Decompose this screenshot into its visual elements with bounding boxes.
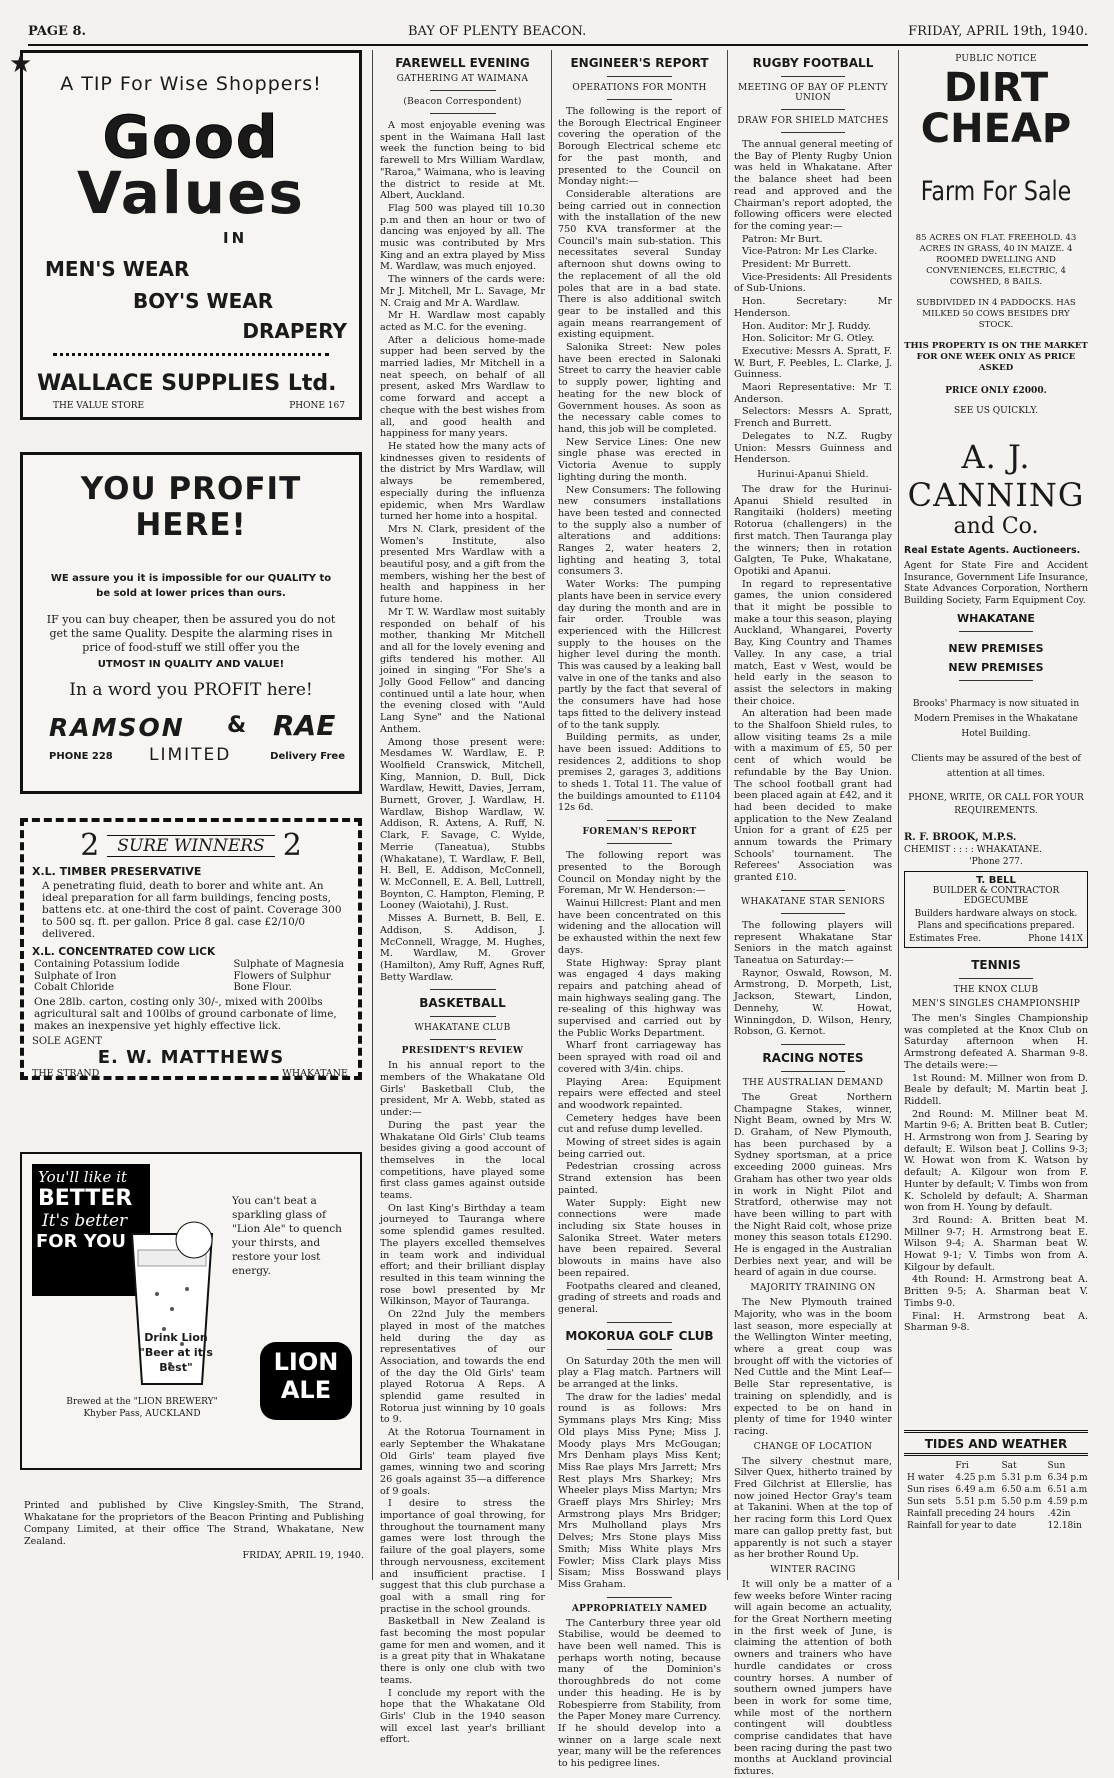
lion-side-text: You can't beat a sparkling glass of "Lion Ale" to quench your thirsts, and restore your lost energy. xyxy=(232,1195,342,1277)
racing-sub: THE AUSTRALIAN DEMAND xyxy=(742,1077,884,1088)
bell-ad xyxy=(904,871,1088,948)
premises-p2: Clients may be assured of the best of attention at all times. xyxy=(911,754,1081,779)
column-5 xyxy=(904,50,1088,1580)
tides-cell: 5.50 p.m xyxy=(1001,1497,1042,1507)
tennis-body xyxy=(904,1013,1088,1334)
canning-co: and Co. xyxy=(953,514,1039,539)
winners-strand: THE STRAND xyxy=(32,1067,100,1079)
winners-ingredients xyxy=(34,959,344,994)
paragraph: Executive: Messrs A. Spratt, F. W. Burt, F. Peebles, L. Clarke, J. Guinness. xyxy=(734,345,892,381)
ad-good-values xyxy=(9,49,362,420)
profit-p3: UTMOST IN QUALITY AND VALUE! xyxy=(97,659,285,670)
paragraph: Mr H. Wardlaw most capably acted as M.C. for the evening. xyxy=(380,310,545,333)
star-icon: ★ xyxy=(9,49,33,79)
tides-cell: 4.25 p.m xyxy=(955,1473,996,1483)
racing-sub3: CHANGE OF LOCATION xyxy=(753,1441,873,1452)
lion-logo-lion: LION xyxy=(273,1348,339,1376)
canning-town: WHAKATANE xyxy=(957,612,1035,625)
paragraph: The winners of the cards were: Mr J. Mitchell, Mr L. Savage, Mr N. Craig and Mr A. Wardlaw. xyxy=(380,274,545,309)
basketball-sub2: PRESIDENT'S REVIEW xyxy=(401,1046,524,1057)
paragraph: Wharf front carriageway has been sprayed with road oil and covered with 3/4in. chips. xyxy=(558,1040,721,1075)
ad-in: IN xyxy=(223,229,248,247)
bell-trade: BUILDER & CONTRACTOR xyxy=(932,886,1060,896)
imprint-date: FRIDAY, APRIL 19, 1940. xyxy=(242,1550,364,1561)
paper-title: BAY OF PLENTY BEACON. xyxy=(407,24,587,39)
bell-footer xyxy=(909,934,1083,944)
bell-name: T. BELL xyxy=(976,875,1016,886)
divider xyxy=(781,890,844,891)
paragraph: Salonika Street: New poles have been erected in Salonaki Street to carry the heavier cable to supply power, lighting and heating for the new block of Government houses. As soon as the necessary cable comes to hand, this job will be completed. xyxy=(558,342,721,435)
tides-cell: Sun sets xyxy=(907,1497,946,1507)
tennis-sub: THE KNOX CLUB xyxy=(953,985,1039,995)
profit-title: YOU PROFIT HERE! xyxy=(80,471,302,543)
ad-line-drapery: DRAPERY xyxy=(242,319,347,343)
rugby-body xyxy=(734,139,892,466)
paragraph: In regard to representative games, the union considered that it might be possible to make a tour this season, playing Auckland, Whangarei, Poverty Bay, King Country and Thames Valley. In any case, a trial match, East v West, would be held early in the season to assist the selectors in making their choice. xyxy=(734,578,892,707)
divider xyxy=(607,1597,672,1598)
winners-town: WHAKATANE xyxy=(282,1067,348,1079)
rugby-title: RUGBY FOOTBALL xyxy=(752,56,874,70)
racing-title: RACING NOTES xyxy=(762,1050,864,1065)
profit-amp: & xyxy=(227,713,247,738)
tennis-title: TENNIS xyxy=(971,958,1021,972)
ad-headline-good: Good xyxy=(102,103,280,171)
premises-h2: NEW PREMISES xyxy=(948,661,1044,674)
tides-cell: Rainfall for year to date xyxy=(907,1521,1017,1531)
premises-p1: Brooks' Pharmacy is now situated in Modern Premises in the Whakatane Hotel Building. xyxy=(912,699,1080,739)
farewell-sub: GATHERING AT WAIMANA xyxy=(396,74,529,84)
engineer-title: ENGINEER'S REPORT xyxy=(570,56,709,70)
tides-row xyxy=(904,1484,1091,1496)
divider xyxy=(607,99,672,100)
canning-name: A. J. CANNING xyxy=(907,438,1085,514)
paragraph: The draw for the Hurinui-Apanui Shield resulted in Rangitaiki (holders) meeting Rotorua (challengers) in the first match. Then Tauranga play the winners; then in rotation Galgten, Te Puke, Whakatane, Opotiki and Apanui. xyxy=(734,483,892,577)
tides-cell: 6.49 a.m xyxy=(955,1485,996,1495)
canning-desc: Agent for State Fire and Accident Insurance, Government Life Insurance, State Advances Corporation, Northern Building Society, Farm Equipment Coy. xyxy=(904,560,1088,606)
paragraph: It will only be a matter of a few weeks before Winter racing will again become an actuality, for the Great Northern meeting in the first week of June, is claiming the attention of both owners and trainers who have hurdle candidates or cross country horses. A number of southern owned jumpers have been in work for some time, while most of the northern contingent will doubtless comprise candidates that have been racing during the past two months at Auckland provincial fixtures. xyxy=(734,1578,892,1778)
tennis-sub2: MEN'S SINGLES CHAMPIONSHIP xyxy=(911,999,1081,1009)
paragraph: Vice-Patron: Mr Les Clarke. xyxy=(742,246,878,258)
basketball-body xyxy=(380,1060,545,1746)
paragraph: Flag 500 was played till 10.30 p.m and then an hour or two of dancing was enjoyed by all. The music was contributed by Mrs King and an extra played by Miss M. Wardlaw, was much enjoyed. xyxy=(380,202,545,273)
paragraph: The following players will represent Whakatane Star Seniors in the match against Taneatua on Saturday:— xyxy=(734,919,892,966)
paragraph: Delegates to N.Z. Rugby Union: Messrs Guinness and Henderson. xyxy=(734,430,892,466)
farewell-corr: (Beacon Correspondent) xyxy=(403,97,522,107)
paragraph: Hon. Auditor: Mr J. Ruddy. xyxy=(742,320,871,332)
profit-p2: IF you can buy cheaper, then be assured you do not get the same Quality. Despite the alarming rises in price of food-stuff we still offer you the xyxy=(46,613,336,654)
paragraph: Water Supply: Eight new connections were made including six State houses in Salonika Street. Water meters have been repaired. Several blowouts in mains have also been repaired. xyxy=(558,1197,721,1279)
paragraph: Cemetery hedges have been cut and refuse dump levelled. xyxy=(558,1112,721,1136)
racing-body2 xyxy=(734,1297,892,1437)
dotted-divider xyxy=(53,353,329,356)
tides-table xyxy=(904,1460,1091,1532)
paragraph: On Saturday 20th the men will play a Flag match. Partners will be arranged at the links. xyxy=(558,1355,721,1391)
divider xyxy=(781,1044,844,1045)
engineer-body xyxy=(558,106,721,814)
bell-phone: Phone 141X xyxy=(1028,934,1083,944)
profit-p1: WE assure you it is impossible for our QUALITY to be sold at lower prices than ours. xyxy=(50,573,332,599)
paragraph: Footpaths cleared and cleaned, grading of streets and roads and general. xyxy=(558,1280,721,1315)
winners-address xyxy=(32,1068,348,1079)
racing-sub2: MAJORITY TRAINING ON xyxy=(750,1283,876,1294)
winners-header xyxy=(24,828,358,863)
tides-header-cell: Sun xyxy=(1047,1461,1066,1471)
ad-store: THE VALUE STORE xyxy=(53,401,145,411)
paragraph: 4th Round: H. Armstrong beat A. Britten 9-5; A. Sharman beat V. Timbs 9-0. xyxy=(904,1274,1088,1309)
tides-cell: 4.59 p.m xyxy=(1047,1497,1088,1507)
tides-cell: 5.51 p.m xyxy=(955,1497,996,1507)
imprint-text: Printed and published by Clive Kingsley-Smith, The Strand, Whakatane for the proprietors of the Beacon Printing and Publishing Company Limited, at their office The Strand, Whakatane, New Zealand. xyxy=(24,1500,364,1547)
ad-tagline: A TIP For Wise Shoppers! xyxy=(60,73,322,95)
divider xyxy=(607,1322,672,1323)
paragraph: An alteration had been made to the Shalfoon Shield rules, to allow visiting teams 2s a mile with a maximum of £5, 50 per cent of which would be refundable by the Bay Union. The school football grant had been placed again at £42, and it had been decided to make application to the New Zealand Union for a grant of £25 per annum towards the Primary Schools' tournament. The Referees' Association was granted £10. xyxy=(734,708,892,884)
ad-line-mens: MEN'S WEAR xyxy=(45,257,190,281)
lion-logo-ale: ALE xyxy=(280,1376,332,1404)
paragraph: Maori Representative: Mr T. Anderson. xyxy=(734,382,892,405)
foreman-title: FOREMAN'S REPORT xyxy=(582,827,697,838)
tides-cell: H water xyxy=(907,1473,945,1483)
paragraph: The silvery chestnut mare, Silver Quex, hitherto trained by Fred Gilchrist at Ellerslie, has now joined Hector Gray's team at Takanini. When at the top of her racing form this Lord Quex mare can gallop pretty fast, but apparently is not such a stayer as her brother Round Up. xyxy=(734,1455,892,1561)
paragraph: On 22nd July the members played in most of the matches held during the day as representatives of our Association, and towards the end of the day the Old Girls' team played Rotorua A Reps. A splendid game resulted in Rotorua just winning by 10 goals to 9. xyxy=(380,1309,545,1426)
divider xyxy=(959,978,1033,979)
notice-details: 85 ACRES ON FLAT. FREEHOLD. 43 ACRES IN GRASS, 40 IN MAIZE. 4 ROOMED DWELLING AND CONVENIENCES, ELECTRIC, 4 COWSHED, 8 BAILS. xyxy=(915,233,1077,287)
notice-dirt: DIRT xyxy=(943,65,1049,111)
ad-line-boys: BOY'S WEAR xyxy=(133,289,274,313)
paragraph: Hon. Secretary: Mr Henderson. xyxy=(734,296,892,319)
paragraph: Mr T. W. Wardlaw most suitably responded on behalf of his mother, thanking Mr Mitchell and all for the lovely evening and gifts tendered his mother. All joined in singing "For She's a Jolly Good Fellow" and dancing continued until a late hour, when the evening closed with "Auld Lang Syne" and the National Anthem. xyxy=(380,606,545,735)
ingredients-right: Sulphate of Magnesia Flowers of Sulphur Bone Flour. xyxy=(233,959,344,993)
paragraph: Water Works: The pumping plants have been in service every day during the month and are in fair order. Trouble was experienced with the Hillcrest supply to the houses on the higher level during the month. This was caused by a leaking ball valve in one of the tanks and also partly by the fact that several of the consumers have had hose taps fitted to the delivery instead of to the tank supply. xyxy=(558,579,721,731)
winners-title: SURE WINNERS xyxy=(107,835,274,857)
divider xyxy=(781,1071,844,1072)
divider xyxy=(781,132,844,133)
rugby-body2 xyxy=(734,484,892,884)
tides-cell: 6.51 a.m xyxy=(1047,1485,1088,1495)
paragraph: Raynor, Oswald, Rowson, M. Armstrong, D. Morpeth, List, Jackson, Stewart, Lindon, Dennehy, W. Howat, Winningdon, D. Wilson, Henry, Robson, G. Kernot. xyxy=(734,967,892,1038)
masthead xyxy=(28,24,1088,46)
paragraph: He stated how the many acts of kindnesses given to residents of the district by Mrs Wardlaw, will always be remembered, especially during the influenza epidemic, when Mrs Wardlaw turned her home into a hospital. xyxy=(380,440,545,523)
tides-title: TIDES AND WEATHER xyxy=(924,1437,1068,1451)
paragraph: At the Rotorua Tournament in early September the Whakatane Old Girls' team played five games, winning two and scoring 26 goals against 35—a difference of 9 goals. xyxy=(380,1427,545,1497)
paragraph: Pedestrian crossing across Strand extension has been painted. xyxy=(558,1161,721,1196)
premises-chemist-name: R. F. BROOK, M.P.S. xyxy=(904,832,1017,843)
tides-cell: .42in xyxy=(1047,1509,1071,1519)
tides-header-row xyxy=(904,1460,1091,1472)
tides-row xyxy=(904,1508,1091,1520)
ad-company: WALLACE SUPPLIES Ltd. xyxy=(37,371,337,396)
divider xyxy=(607,76,672,77)
paragraph: The Canterbury three year old Stabilise, would be deemed to have been well named. This is perhaps worth noting, because many of the Dominion's thoroughbreds do not come under this heading. He is by Robespierre from Stability, from the Paper Money mare Currency. If he should develop into a winner on a large scale next year, many will be the references to his pedigree lines. xyxy=(558,1617,721,1770)
ingredients-left: Containing Potassium Iodide Sulphate of Iron Cobalt Chloride xyxy=(34,959,180,993)
rugby-sub2: DRAW FOR SHIELD MATCHES xyxy=(737,116,889,126)
paragraph: New Service Lines: One new single phase was erected in Victoria Avenue to supply lighting during the month. xyxy=(558,436,721,483)
tides-row xyxy=(904,1472,1091,1484)
tides-cell: 12.18in xyxy=(1047,1521,1082,1531)
paragraph: A most enjoyable evening was spent in the Waimana Hall last week the function being to bid farewell to Mrs William Wardlaw, "Raroa," Waimana, who is leaving the district to reside at Mt. Albert, Auckland. xyxy=(380,120,545,202)
paragraph: Selectors: Messrs A. Spratt, French and Burrett. xyxy=(734,406,892,430)
divider xyxy=(607,843,672,844)
paragraph: In his annual report to the members of the Whakatane Old Girls' Basketball Club, the president, Mr A. Webb, stated as under:— xyxy=(380,1060,545,1119)
notice-label: PUBLIC NOTICE xyxy=(955,54,1037,64)
profit-phone: PHONE 228 xyxy=(49,751,113,762)
divider xyxy=(430,989,496,990)
notice-market: THIS PROPERTY IS ON THE MARKET FOR ONE WEEK ONLY AS PRICE ASKED xyxy=(904,341,1088,373)
paragraph: New Consumers: The following new consumers installations have been tested and connected to the supply also a number of alterations and additions: Ranges 2, water heaters 2, lighting and heating 3, total consumers 3. xyxy=(558,484,721,578)
paragraph: President: Mr Burrett. xyxy=(742,259,852,271)
tides-block xyxy=(904,1428,1088,1568)
winners-agent: E. W. MATTHEWS xyxy=(97,1046,285,1068)
page-number: PAGE 8. xyxy=(28,24,87,39)
lion-better: BETTER xyxy=(38,1186,133,1211)
farewell-title: FAREWELL EVENING xyxy=(395,56,530,70)
divider xyxy=(959,680,1033,681)
lion-script1: You'll like it xyxy=(38,1168,127,1186)
winners-item2-text: One 28lb. carton, costing only 30/-, mixed with 200lbs agricultural salt and 100lbs of ground carbonate of lime, makes an inexpensive yet highly effective lick. xyxy=(34,995,337,1032)
rugby-sub3: Hurinui-Apanui Shield. xyxy=(757,469,869,480)
tides-cell: 6.50 a.m xyxy=(1001,1485,1042,1495)
racing-body xyxy=(734,1092,892,1279)
paragraph: The men's Singles Championship was completed at the Knox Club on Saturday afternoon when H. Armstrong defeated A. Sharman 9-8. The details were:— xyxy=(904,1013,1088,1071)
profit-p4: In a word you PROFIT here! xyxy=(69,680,313,700)
star-body xyxy=(734,920,892,1038)
winners-num-left: 2 xyxy=(80,828,100,863)
golf-title: MOKORUA GOLF CLUB xyxy=(565,1328,714,1343)
divider xyxy=(607,820,672,821)
notice-cheap: CHEAP xyxy=(920,106,1072,152)
divider xyxy=(430,1016,496,1017)
issue-date: FRIDAY, APRIL 19th, 1940. xyxy=(908,24,1088,39)
paragraph: The annual general meeting of the Bay of Plenty Rugby Union was held in Whakatane. After the balance sheet had been read and approved and the Chairman's report adopted, the following officers were elected for the coming year:— xyxy=(734,139,892,232)
racing-sub4: WINTER RACING xyxy=(770,1564,856,1575)
tides-row xyxy=(904,1520,1091,1532)
paragraph: 2nd Round: M. Millner beat M. Martin 9-6; A. Britten beat B. Cutler; H. Armstrong won from J. Searing by default; E. Wilson beat J. Collins 9-3; W. Howat won from K. Watson by default; A. Kilgour won from F. Hunter by default; V. Timbs won from K. Scholeld by default; A. Sharman won from H. Young by default. xyxy=(904,1108,1088,1214)
ad-you-profit-here xyxy=(20,452,362,794)
divider xyxy=(959,631,1033,632)
tides-header-cell: Fri xyxy=(955,1461,969,1471)
notice-farm: Farm For Sale xyxy=(920,176,1072,207)
paragraph: Vice-Presidents: All Presidents of Sub-Unions. xyxy=(734,271,892,295)
paragraph: Building permits, as under, have been issued: Additions to residences 2, additions to shop premises 2, garages 3, additions to sheds 1. Total 11. The value of the buildings amounted to £1104 12s 6d. xyxy=(558,732,721,814)
ad-headline-values: Values xyxy=(77,159,305,227)
profit-limited: LIMITED xyxy=(149,745,232,765)
basketball-sub: WHAKATANE CLUB xyxy=(414,1023,511,1034)
lion-foryou: FOR YOU xyxy=(36,1231,127,1252)
divider xyxy=(781,109,844,110)
divider xyxy=(781,76,844,77)
lion-logo xyxy=(260,1342,352,1420)
notice-price: PRICE ONLY £2000. xyxy=(945,386,1047,396)
canning-tag: Real Estate Agents. Auctioneers. xyxy=(904,545,1081,556)
notice-see: SEE US QUICKLY. xyxy=(954,406,1038,416)
paragraph: State Highway: Spray plant was engaged 4 days making repairs and patching ahead of main highways sealing gang. The re-sealing of this highway was supervised and carried out by the Public Works Department. xyxy=(558,957,721,1039)
divider xyxy=(430,113,496,114)
farewell-body xyxy=(380,120,545,983)
column-rule xyxy=(727,50,728,1580)
paragraph: I conclude my report with the hope that the Whakatane Old Girls' Club in the 1940 season will excel last year's brilliant effort. xyxy=(380,1687,545,1746)
paragraph: During the past year the Whakatane Old Girls' Club teams besides giving a good account of themselves in the local competitions, have played some first class games against outside teams. xyxy=(380,1119,545,1202)
lion-script2: It's better xyxy=(42,1211,128,1231)
divider xyxy=(607,1349,672,1350)
paragraph: Hon. Solicitor: Mr G. Otley. xyxy=(742,333,875,345)
bell-town: EDGECUMBE xyxy=(963,896,1029,906)
bell-est: Estimates Free. xyxy=(909,934,982,944)
paragraph: The following is the report of the Borough Electrical Engineer covering the operation of the Borough Electrical scheme etc for the past month, and presented to the Council on Monday night:— xyxy=(558,106,721,188)
lion-brewed: Brewed at the "LION BREWERY" Khyber Pass, AUCKLAND xyxy=(66,1397,218,1419)
paragraph: The draw for the ladies' medal round is as follows: Mrs Symmans plays Mrs King; Miss Old plays Miss Pyne; Miss J. Moody plays Mrs McGougan; Mrs Denham plays Miss Kent; Miss Rae plays Mrs Jarrett; Mrs Rest plays Mrs Sharkey; Mrs Wheeler plays Miss Martyn; Mrs Graeff plays Mrs Shirley; Mrs Armstrong plays Mrs Bridger; Mrs Mulholland plays Mrs Delves; Mrs Stone plays Miss Smith; Miss White plays Mrs Fowler; Miss Clark plays Miss Sisam; Miss Bosswand plays Miss Graham. xyxy=(558,1391,721,1590)
ad-lion-ale xyxy=(20,1152,362,1470)
winners-item1-text: A penetrating fluid, death to borer and white ant. An ideal preparation for all farm buildings, fencing posts, battens etc. at one-third the cost of paint. Coverage 300 to 500 sq. ft. per gallon. Price 8 gal. case £2/10/0 delivered. xyxy=(42,880,342,940)
winners-num-right: 2 xyxy=(282,828,302,863)
bell-desc: Builders hardware always on stock. Plans and specifications prepared. xyxy=(914,909,1078,931)
paragraph: Mrs N. Clark, president of the Women's Institute, also presented Mrs Wardlaw with a beautiful posy, and a gift from the members, wishing her the best of health and happiness in her future home. xyxy=(380,523,545,606)
profit-name-rae: RAE xyxy=(273,709,336,742)
premises-phone: 'Phone 277. xyxy=(969,857,1023,867)
basketball-title: BASKETBALL xyxy=(419,996,506,1011)
paragraph: Among those present were: Mesdames W. Wardlaw, E. P. Woolfield Cranswick, Mitchell, King, Mannion, D. Bull, Dick Wardlaw, Hewitt, Davies, Jerram, Burnett, Grover, J. Wardlaw, H. Wardlaw, Bishop Wardlaw, W. Addison, R. Axtens, A. Ruff, N. Clark, F. Savage, C. Wylde, Merrie (Taneatua), Stubbs (Whakatane), T. Wardlaw, F. Bell, H. Bell, E. Addison, McConnell, W. McConnell, E. A. Bell, Luttrell, Boynton, C. Hampton, Fleming, P. Looney (Waiotahi), J. Rust. xyxy=(380,736,545,912)
paragraph: Basketball in New Zealand is fast becoming the most popular game for men and women, and it is a great pity that in Whakatane there is only one club with two teams. xyxy=(380,1616,545,1686)
golf-body xyxy=(558,1356,721,1591)
premises-p3: PHONE, WRITE, OR CALL FOR YOUR REQUIREMENTS. xyxy=(908,793,1084,816)
column-rule xyxy=(372,50,373,1580)
tides-cell: 5.31 p.m xyxy=(1001,1473,1042,1483)
paragraph: Considerable alterations are being carried out in connection with the installation of the new 750 KVA transformer at the Council's main sub-station. This necessitates several Sunday afternoon shut downs owing to the replacement of all the old poles that are in a bad state. There is also additional switch gear to be installed and this again means rearrangement of existing equipment. xyxy=(558,188,721,341)
engineer-sub: OPERATIONS FOR MONTH xyxy=(572,83,707,93)
column-rule xyxy=(898,50,899,1580)
paragraph: I desire to stress the importance of goal throwing, for throughout the tournament many games were lost through the failure of the goal players, some through nervousness, excitement and insufficient practise. I suggest that this club purchase a goal with a small ring for practise in the school grounds. xyxy=(380,1498,545,1615)
tides-cell: 6.34 p.m xyxy=(1047,1473,1088,1483)
paragraph: The New Plymouth trained Majority, who was in the boom last season, more especially at the Wellington Winter meeting, where a great coup was brought off with the victories of Ned Cuttle and the Mint Leaf—Belle Star representative, is training on splendidly, and is expected to be on hand in plenty of time for 1940 winter racing. xyxy=(734,1297,892,1437)
divider xyxy=(430,1039,496,1040)
winners-sole: SOLE AGENT xyxy=(32,1035,103,1047)
premises-h1: NEW PREMISES xyxy=(948,642,1044,655)
star-title: WHAKATANE STAR SENIORS xyxy=(740,896,886,907)
tides-cell: Sun rises xyxy=(907,1485,950,1495)
imprint xyxy=(24,1500,364,1561)
paragraph: Playing Area: Equipment repairs were effected and steel and woodwork repainted. xyxy=(558,1076,721,1111)
paragraph: The following report was presented to the Borough Council on Monday night by the Foreman, Mr W. Henderson:— xyxy=(558,850,721,897)
tides-header-cell xyxy=(904,1460,952,1472)
paragraph: Wainui Hillcrest: Plant and men have been concentrated on this widening and the allocation will be exhausted within the next few days. xyxy=(558,898,721,956)
ad-sure-winners xyxy=(20,818,362,1080)
divider xyxy=(904,1430,1088,1433)
rugby-sub: MEETING OF BAY OF PLENTY UNION xyxy=(738,83,888,103)
divider xyxy=(430,90,496,91)
winners-item2: X.L. CONCENTRATED COW LICK xyxy=(32,946,216,958)
foreman-body xyxy=(558,850,721,1315)
divider xyxy=(904,1453,1088,1456)
paragraph: 3rd Round: A. Britten beat M. Millner 9-7; H. Armstrong beat E. Wilson 9-4; A. Sharman beat W. Howat 9-1; V. Timbs won from A. Kilgour by default. xyxy=(904,1214,1088,1273)
profit-delivery: Delivery Free xyxy=(270,751,345,762)
paragraph: On last King's Birthday a team journeyed to Tauranga where some splendid games resulted. The players excelled themselves in team work and individual effort; and their brilliant display resulted in this team winning the rose bowl presented by Mr Wilkinson, Mayor of Tauranga. xyxy=(380,1202,545,1308)
winners-item1: X.L. TIMBER PRESERVATIVE xyxy=(32,865,202,878)
racing-body4 xyxy=(734,1579,892,1778)
paragraph: 1st Round: M. Millner won from D. Beale by default; M. Martin beat J. Riddell. xyxy=(904,1072,1088,1107)
paragraph: Misses A. Burnett, B. Bell, E. Addison, S. Addison, J. McConnell, Wragge, M. Hughes, M. Wardlaw, M. Grover (Hamilton), Amy Ruff, Agnes Ruff, Betty Wardlaw. xyxy=(380,913,546,983)
paragraph: Mowing of street sides is again being carried out. xyxy=(558,1137,721,1160)
divider xyxy=(781,913,844,914)
tides-row xyxy=(904,1496,1091,1508)
column-2 xyxy=(380,50,546,1746)
column-3 xyxy=(558,50,721,1770)
tides-header-cell: Sat xyxy=(1001,1461,1017,1471)
named-body xyxy=(558,1618,721,1770)
ad-phone: PHONE 167 xyxy=(289,401,345,411)
paragraph: Patron: Mr Burt. xyxy=(742,233,823,245)
profit-name-ramson: RAMSON xyxy=(49,713,185,742)
racing-body3 xyxy=(734,1456,892,1561)
paragraph: Final: H. Armstrong beat A. Sharman 9-8. xyxy=(904,1310,1088,1334)
named-title: APPROPRIATELY NAMED xyxy=(571,1603,708,1614)
premises-chemist: CHEMIST : : : : WHAKATANE. xyxy=(904,845,1042,855)
lion-drink: Drink Lion "Beer at it's Best" xyxy=(139,1331,213,1374)
column-4 xyxy=(734,50,892,1778)
tides-cell: Rainfall preceding 24 hours xyxy=(907,1509,1035,1519)
paragraph: The Great Northern Champagne Stakes, winner, Night Beam, owned by Mrs W. D. Graham, of New Plymouth, has been purchased by a Sydney sportsman, at a price exceeding 2000 guineas. Mrs Graham has other two year olds in work in Night Pilot and Stratford, otherwise may not have been willing to part with the Night Raid colt, whose prize money this season totals £1290. He is engaged in the Australian Derbies next year, and will be heard of again in due course. xyxy=(734,1091,892,1279)
notice-sub: SUBDIVIDED IN 4 PADDOCKS. HAS MILKED 50 COWS BESIDES DRY STOCK. xyxy=(916,298,1076,330)
column-rule xyxy=(551,50,552,1580)
paragraph: After a delicious home-made supper had been served by the married ladies, Mr Mitchell in a neat speech, on behalf of all present, asked Mrs Wardlaw to come forward and accept a cheque with the best wishes from all, and good health and happiness for many years. xyxy=(380,334,545,440)
